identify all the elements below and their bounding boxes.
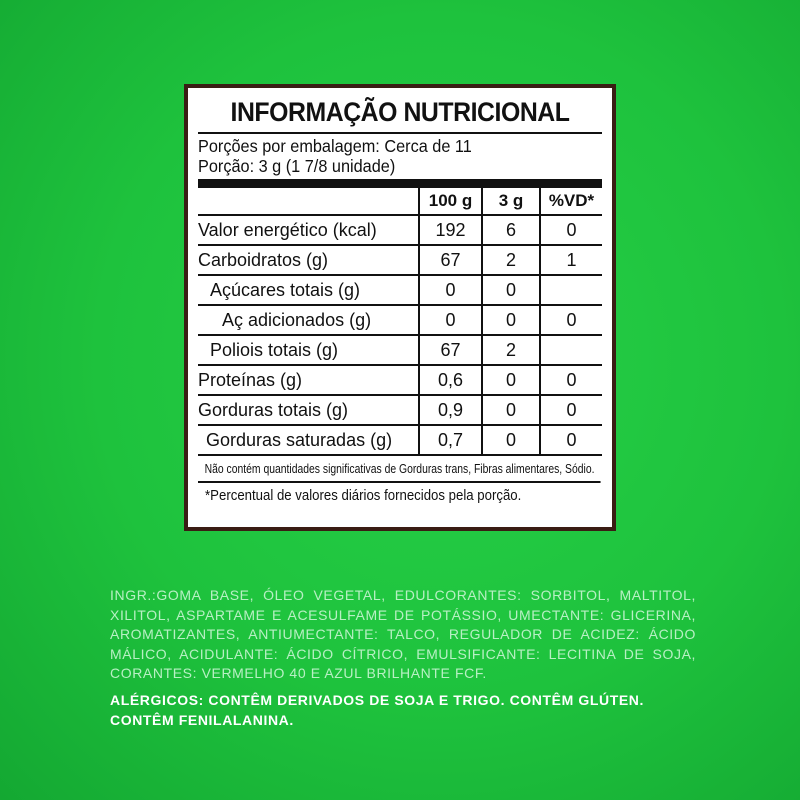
title-divider (198, 132, 602, 134)
value-daily-value: 0 (540, 395, 602, 425)
nutrition-title: INFORMAÇÃO NUTRICIONAL (230, 97, 570, 127)
table-header-row (198, 188, 602, 215)
value-per-100g: 0,7 (419, 425, 482, 455)
servings-per-package: Porções por embalagem: Cerca de 11 (198, 136, 472, 156)
table-row (198, 395, 602, 425)
nutrient-name: Aç adicionados (g) (198, 305, 419, 335)
nutrient-name: Carboidratos (g) (198, 245, 419, 275)
nutrient-name: Proteínas (g) (198, 365, 419, 395)
value-per-serving: 6 (482, 215, 540, 245)
value-per-serving: 0 (482, 305, 540, 335)
header-nutrient (198, 188, 419, 215)
value-daily-value: 1 (540, 245, 602, 275)
value-per-serving: 0 (482, 365, 540, 395)
value-per-serving: 2 (482, 335, 540, 365)
value-per-100g: 0,6 (419, 365, 482, 395)
value-daily-value (540, 275, 602, 305)
value-per-100g: 0 (419, 275, 482, 305)
value-daily-value: 0 (540, 215, 602, 245)
value-daily-value (540, 335, 602, 365)
daily-value-footnote: *Percentual de valores diários fornecidos pela porção. (205, 487, 522, 504)
value-daily-value: 0 (540, 365, 602, 395)
table-row (198, 305, 602, 335)
value-per-serving: 0 (482, 425, 540, 455)
table-row (198, 335, 602, 365)
value-per-100g: 0 (419, 305, 482, 335)
value-per-serving: 2 (482, 245, 540, 275)
nutrient-name: Valor energético (kcal) (198, 215, 419, 245)
serving-size: Porção: 3 g (1 7/8 unidade) (198, 156, 396, 176)
header-per-100g: 100 g (419, 188, 482, 215)
thick-divider (198, 179, 602, 188)
nutrient-name: Gorduras saturadas (g) (198, 425, 419, 455)
nutrient-name: Gorduras totais (g) (198, 395, 419, 425)
allergens-text: ALÉRGICOS: CONTÊM DERIVADOS DE SOJA E TRIGO. CONTÊM GLÚTEN. CONTÊM FENILALANINA. (110, 692, 644, 728)
table-row (198, 215, 602, 245)
value-daily-value: 0 (540, 425, 602, 455)
value-per-serving: 0 (482, 275, 540, 305)
value-per-100g: 67 (419, 335, 482, 365)
nutrition-facts-label (184, 84, 616, 531)
value-per-100g: 192 (419, 215, 482, 245)
table-row (198, 275, 602, 305)
value-per-100g: 67 (419, 245, 482, 275)
value-per-serving: 0 (482, 395, 540, 425)
header-per-serving: 3 g (482, 188, 540, 215)
table-row (198, 425, 602, 455)
table-row (198, 245, 602, 275)
table-row (198, 365, 602, 395)
header-daily-value: %VD* (540, 188, 602, 215)
value-daily-value: 0 (540, 305, 602, 335)
nutrient-name: Poliois totais (g) (198, 335, 419, 365)
insignificant-amounts-note: Não contém quantidades significativas de Gorduras trans, Fibras alimentares, Sódio. (198, 456, 600, 483)
value-per-100g: 0,9 (419, 395, 482, 425)
nutrition-table (198, 188, 602, 456)
nutrient-name: Açúcares totais (g) (198, 275, 419, 305)
ingredients-text: INGR.:GOMA BASE, ÓLEO VEGETAL, EDULCORANTES: SORBITOL, MALTITOL, XILITOL, ASPARTAME E ACESULFAME DE POTÁSSIO, UMECTANTE: GLICERINA, AROMATIZANTES, ANTIUMECTANTE: TALCO, REGULADOR DE ACIDEZ: ÁCIDO MÁLICO, ACIDULANTE: ÁCIDO CÍTRICO, EMULSIFICANTE: LECITINA DE SOJA, CORANTES: VERMELHO 40 E AZUL BRILHANTE FCF. (110, 587, 696, 681)
